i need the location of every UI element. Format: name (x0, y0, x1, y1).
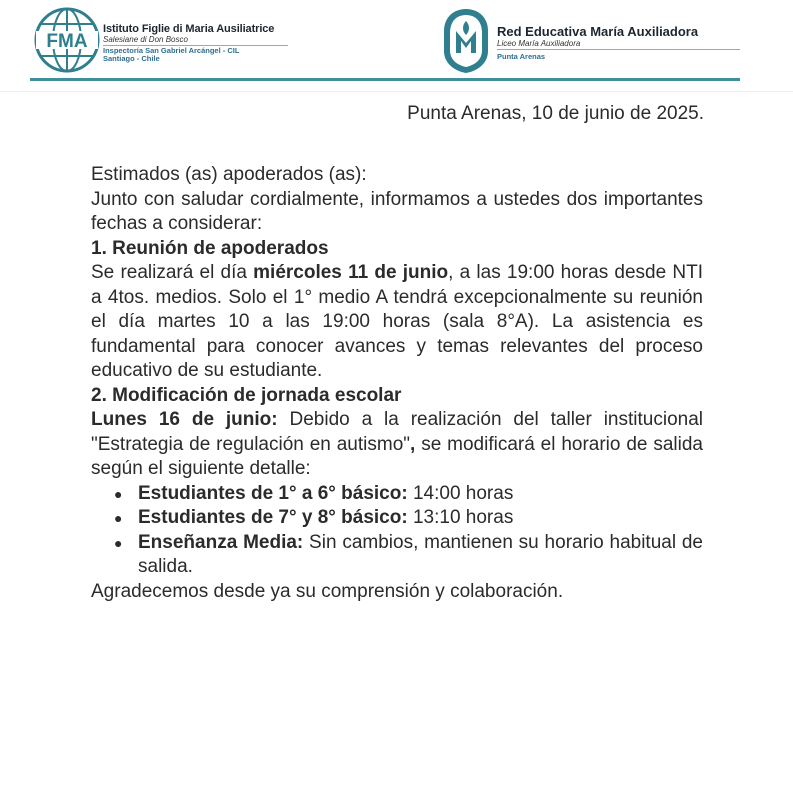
fma-globe-logo (34, 7, 100, 73)
schedule-bullet (114, 531, 703, 580)
inspectorate-line-1: Inspectoría San Gabriel Arcángel - CIL (103, 46, 240, 55)
item-2-text-a: Debido a la realización del taller institucional "Estrategia de regulación en autismo" (91, 409, 703, 455)
left-org-block (103, 23, 293, 63)
item-1-text-b: , a las 19:00 horas desde NTI a 4tos. medios. Solo el 1° medio A tendrá excepcionalmente su reunión el día martes 10 a las 19:00 horas (sala 8°A). La asistencia es fundamental para conocer avances y temas relevantes del proceso educativo de su estudiante. (91, 262, 703, 381)
intro-paragraph: Junto con saludar cordialmente, informamos a ustedes dos importantes fechas a considerar: (91, 188, 703, 234)
letterhead (0, 0, 793, 92)
item-2-date-bold: Lunes 16 de junio: (91, 409, 278, 430)
org-subtitle: Salesiane di Don Bosco (103, 35, 188, 44)
fma-logo-text: FMA (46, 31, 88, 52)
org-title: Istituto Figlie di Maria Ausiliatrice (103, 23, 275, 35)
item-2-bold-comma: , (410, 433, 416, 455)
red-educativa-shield-logo (442, 7, 490, 75)
header-bottom-border (0, 91, 793, 92)
item-1-date-bold: miércoles 11 de junio (253, 262, 449, 283)
item-1-body (91, 261, 703, 384)
letter-body (91, 163, 703, 604)
network-divider (497, 49, 740, 50)
school-city: Punta Arenas (497, 52, 546, 61)
schedule-bullet (114, 506, 703, 531)
item-1-text-a: Se realizará el día (91, 262, 254, 283)
bullet-1-value: 14:00 horas (407, 482, 514, 504)
bullet-2-label: Estudiantes de 7° y 8° básico: (138, 507, 408, 528)
bullet-3-value: Sin cambios, mantienen su horario habitual de salida. (138, 531, 703, 577)
item-2-title: 2. Modificación de jornada escolar (91, 384, 402, 406)
bullet-3-label: Enseñanza Media: (138, 531, 304, 553)
bullet-dot: ● (114, 485, 123, 502)
right-org-block (497, 24, 747, 61)
schedule-bullet (114, 482, 703, 507)
bullet-dot: ● (114, 510, 123, 526)
school-name: Liceo María Auxiliadora (497, 39, 581, 48)
item-2-text-b: se modificará el horario de salida según el siguiente detalle: (91, 433, 704, 479)
item-2-body (91, 408, 703, 482)
greeting: Estimados (as) apoderados (as): (91, 164, 367, 185)
item-1-title: 1. Reunión de apoderados (91, 237, 329, 259)
bullet-2-value: 13:10 horas (407, 507, 514, 528)
bullet-1-label: Estudiantes de 1° a 6° básico: (138, 482, 408, 504)
bullet-dot: ● (114, 534, 123, 551)
header-accent-line (30, 78, 740, 81)
letter-date: Punta Arenas, 10 de junio de 2025. (407, 103, 704, 124)
inspectorate-line-2: Santiago - Chile (103, 54, 160, 63)
network-title: Red Educativa María Auxiliadora (497, 24, 699, 39)
closing-line: Agradecemos desde ya su comprensión y colaboración. (91, 580, 564, 602)
